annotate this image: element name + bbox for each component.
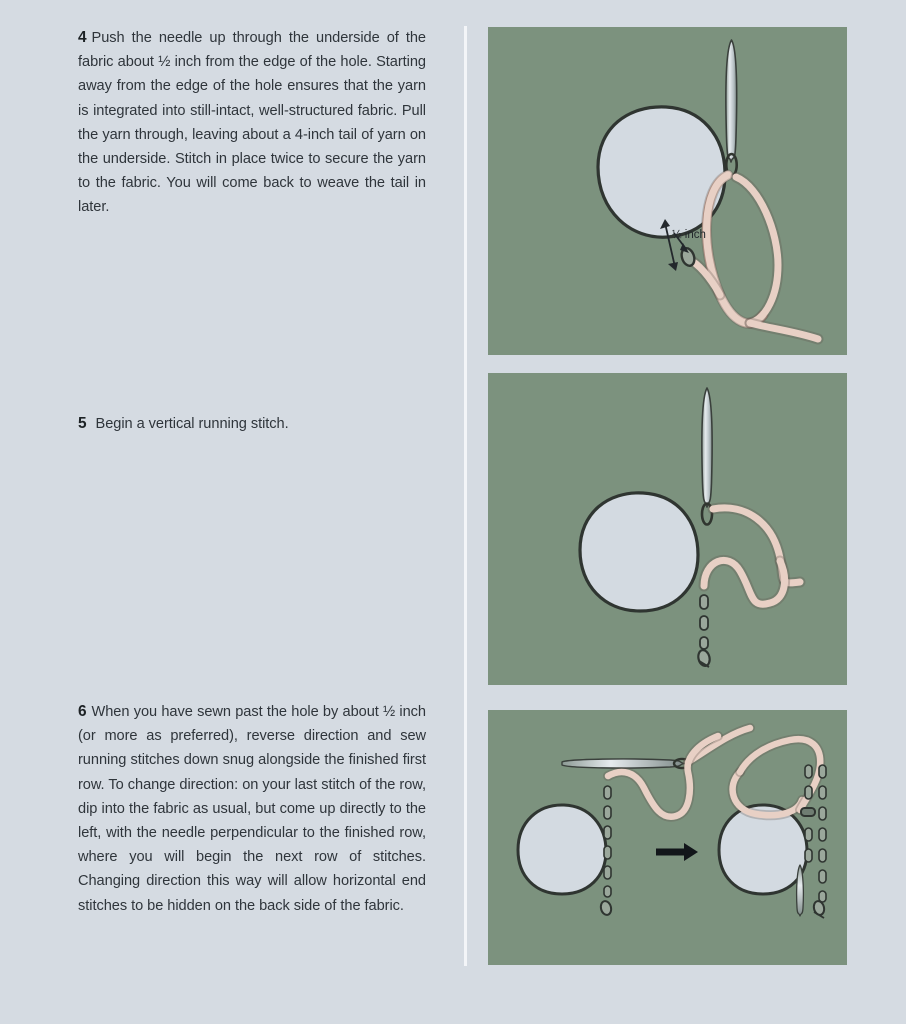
needle-shape	[702, 388, 712, 507]
scene-right	[719, 739, 826, 918]
instruction-text-column	[78, 26, 426, 966]
illustration-1-svg	[488, 27, 847, 355]
step-6-number: 6	[78, 703, 87, 720]
step-4-text: Push the needle up through the underside of the fabric about ½ inch from the edge of the hole. Starting away from the edge of the hole ensures that the yarn is integrated into still-intact, well-structured fabric. Pull the yarn through, leaving about a 4-inch tail of yarn on the underside. Stitch in place twice to secure the yarn to the fabric. You will come back to weave the tail in later.	[78, 30, 426, 216]
fabric-hole-shape	[580, 493, 698, 611]
step-6-text: When you have sewn past the hole by about ½ inch (or more as preferred), reverse direction and sew running stitches down snug alongside the finished first row. To change direction: on your last stitch of the row, dip into the fabric as usual, but come up directly to the left, with the needle perpendicular to the finished row, where you will begin the next row of stitches. Changing direction this way will allow horizontal end stitches to be hidden on the back side of the fabric.	[78, 704, 426, 914]
running-stitch-dashes	[700, 595, 708, 649]
stitch-knot-left	[599, 900, 612, 916]
step-4	[78, 26, 426, 220]
illustration-panel-3	[488, 710, 847, 965]
direction-arrow	[656, 843, 698, 861]
needle-shape	[726, 40, 737, 162]
step-5	[78, 412, 426, 436]
fabric-hole-shape-left	[518, 805, 606, 894]
step-6-paragraph	[78, 700, 426, 918]
illustration-panel-2	[488, 373, 847, 685]
half-inch-label: ½ inch	[672, 229, 706, 241]
measure-arrow-head-bottom	[668, 262, 678, 271]
needle-shape-left	[562, 759, 684, 768]
step-5-text: Begin a vertical running stitch.	[95, 416, 289, 432]
step-4-paragraph	[78, 26, 426, 220]
scene-left	[518, 728, 750, 916]
needle-shape-right	[797, 865, 804, 916]
illustration-3-svg	[488, 710, 847, 965]
step-4-number: 4	[78, 29, 87, 46]
step-6	[78, 700, 426, 918]
running-stitch-column-first-row	[819, 765, 826, 902]
turn-stitch	[801, 808, 815, 816]
column-divider	[464, 26, 467, 966]
step-5-number: 5	[78, 415, 87, 432]
illustration-panel-1	[488, 27, 847, 355]
step-5-paragraph	[78, 412, 426, 436]
illustration-2-svg	[488, 373, 847, 685]
